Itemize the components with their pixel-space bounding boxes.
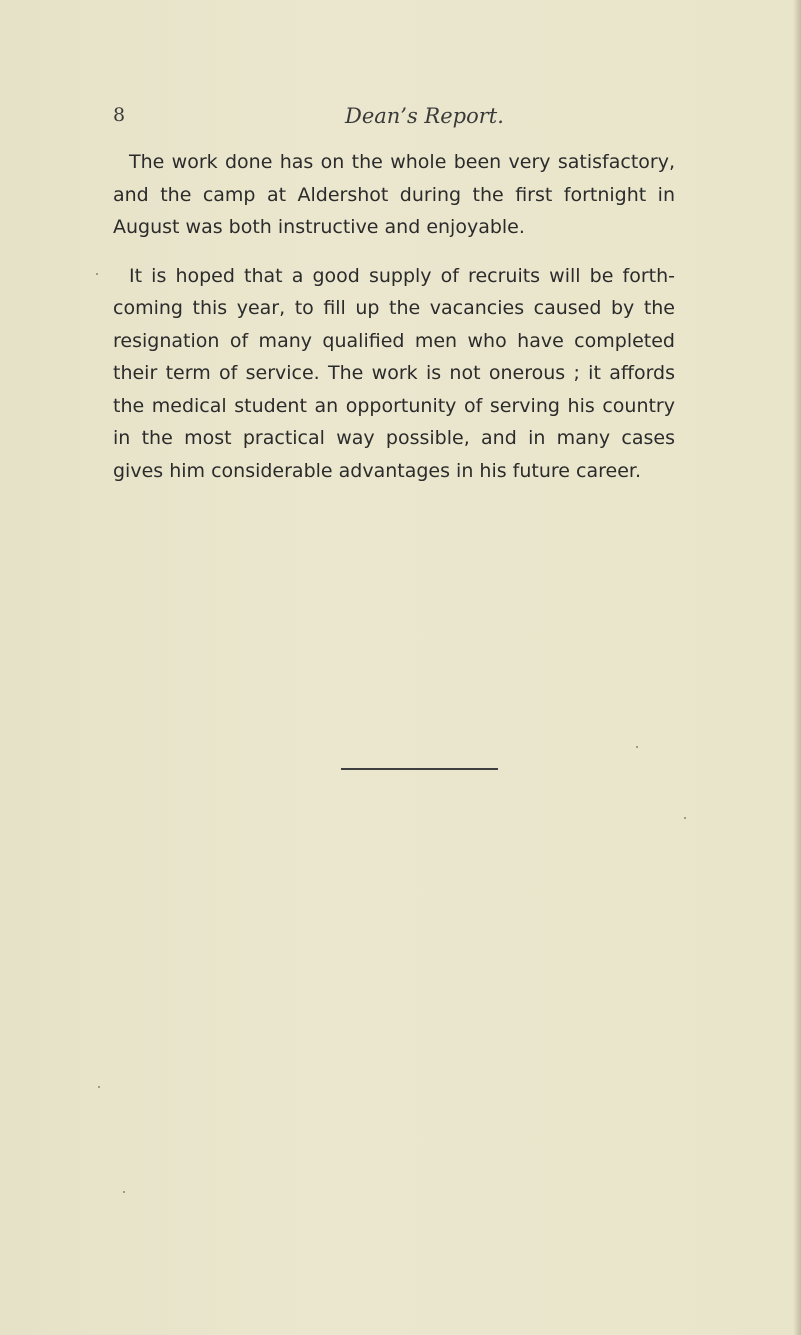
section-divider (341, 768, 498, 770)
running-title: Dean’s Report. (345, 104, 504, 128)
paper-speck (96, 273, 98, 275)
page-number: 8 (113, 104, 126, 126)
body-text (113, 146, 675, 487)
page-edge-shadow (793, 0, 801, 1335)
paper-speck (636, 746, 638, 748)
page-header (113, 104, 673, 138)
paper-speck (123, 1191, 125, 1193)
paragraph-1: The work done has on the whole been very satisfactory, and the camp at Aldershot during the first fortnight in August was both instructive and enjoyable. (113, 151, 675, 238)
paper-speck (98, 1086, 100, 1088)
paper-speck (684, 817, 686, 819)
paragraph-2: It is hoped that a good supply of recruits will be forthcoming this year, to fill up the vacancies caused by the resignation of many qualified men who have completed their term of service. The work is not onerous ; it affords the medical student an opportunity of serving his country in the most practical way possible, and in many cases gives him considerable advantages in his future career. (113, 264, 675, 482)
